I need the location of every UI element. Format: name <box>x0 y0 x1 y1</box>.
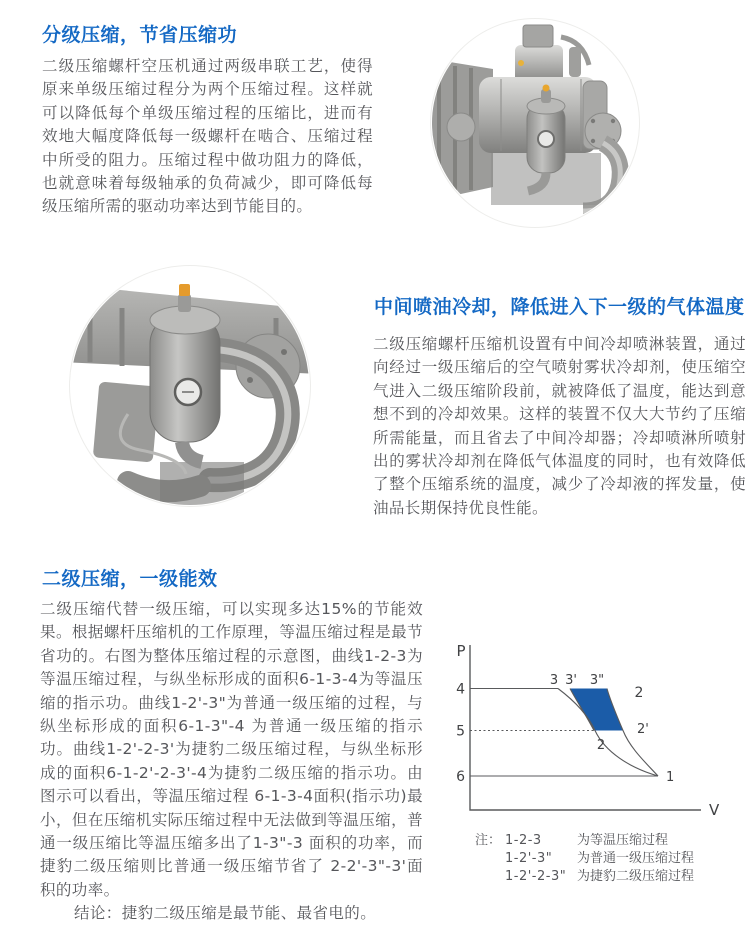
note-code: 1-2'-2-3" <box>505 869 567 884</box>
y-tick-6: 6 <box>456 769 465 785</box>
point-label-2-prime: 2' <box>637 722 649 737</box>
point-label-3-double-prime: 3" <box>589 673 605 688</box>
section-heading-interstage-cooling: 中间喷油冷却，降低进入下一级的气体温度 <box>374 296 745 318</box>
section-body-two-stage-efficiency: 二级压缩代替一级压缩，可以实现多达15%的节能效果。根据螺杆压缩机的工作原理，等温压缩过程是最节省功的。右图为整体压缩过程的示意图，曲线1-2-3为等温压缩过程，与纵坐标形成的面积6-1-3-4为等温压缩的指示功。曲线1-2'-3"为普通一级压缩的过程，与纵坐标形成的面积6-1-3"-4 为普通一级压缩的指示功。曲线1-2'-2-3'为捷豹二级压缩过程，与纵坐标形成的面积6-1-2'-2-3'-4为捷豹二级压缩的指示功。由图示可以看出，等温压缩过程 6-1-3-4面积(指示功)最小，但在压缩机实际压缩过程中无法做到等温压缩，普通一级压缩比等温压缩多出了1-3"-3 面积的功率，而捷豹二级压缩则比普通一级压缩节省了 2-2'-3"-3'面积的功率。 <box>40 600 423 899</box>
conclusion-line: 结论：捷豹二级压缩是最节能、最省电的。 <box>74 904 377 922</box>
pv-axes <box>470 645 701 810</box>
chart-note-row-two-stage <box>475 868 745 886</box>
intercooler-spray-photo <box>70 266 310 506</box>
point-label-1: 1 <box>666 770 675 785</box>
single-stage-curve <box>607 689 658 777</box>
note-prefix-spacer <box>475 868 505 886</box>
note-code: 1-2-3 <box>505 833 542 848</box>
note-prefix-spacer <box>475 850 505 868</box>
y-axis-label: P <box>456 642 466 660</box>
chart-note-row-single-stage <box>475 850 745 868</box>
x-axis-label: V <box>709 801 720 819</box>
note-desc: 为捷豹二级压缩过程 <box>577 869 695 884</box>
point-label-3-prime: 3' <box>565 673 577 688</box>
y-tick-5: 5 <box>456 723 465 740</box>
intercooler-illustration <box>70 266 310 506</box>
note-prefix: 注： <box>475 833 502 848</box>
note-code: 1-2'-3" <box>505 851 553 866</box>
point-label-2-upper: 2 <box>634 685 644 701</box>
saved-work-region <box>570 689 623 731</box>
point-label-2: 2 <box>596 738 606 753</box>
compressor-airend-photo <box>431 19 639 227</box>
section-body-staged-compression: 二级压缩螺杆空压机通过两级串联工艺，使得原来单级压缩过程分为两个压缩过程。这样就可以降低每个单级压缩过程的压缩比，进而有效地大幅度降低每一级螺杆在啮合、压缩过程中所受的阻力。压缩过程中做功阻力的降低，也就意味着每级轴承的负荷减少，即可降低每级压缩所需的驱动功率达到节能目的。 <box>42 57 373 216</box>
section-body-interstage-cooling: 二级压缩螺杆压缩机设置有中间冷却喷淋装置，通过向经过一级压缩后的空气喷射雾状冷却剂，使压缩空气进入二级压缩阶段前，就被降低了温度，能达到意想不到的冷却效果。这样的装置不仅大大节约了压缩所需能量，而且省去了中间冷却器；冷却喷淋所喷射出的雾状冷却剂在降低气体温度的同时，也有效降低了整个压缩系统的温度，减少了冷却液的挥发量，使油品长期保持优良性能。 <box>373 335 746 517</box>
compressor-airend-illustration <box>431 19 639 227</box>
point-label-3: 3 <box>549 673 559 688</box>
pv-diagram-chart <box>440 615 750 827</box>
section-heading-staged-compression: 分级压缩，节省压缩功 <box>42 24 238 46</box>
section-heading-two-stage-efficiency: 二级压缩，一级能效 <box>42 568 218 590</box>
note-desc: 为普通一级压缩过程 <box>577 851 695 866</box>
y-tick-4: 4 <box>456 681 465 698</box>
chart-note-row-isothermal <box>475 832 745 850</box>
note-desc: 为等温压缩过程 <box>577 833 669 848</box>
chart-note <box>475 832 745 886</box>
